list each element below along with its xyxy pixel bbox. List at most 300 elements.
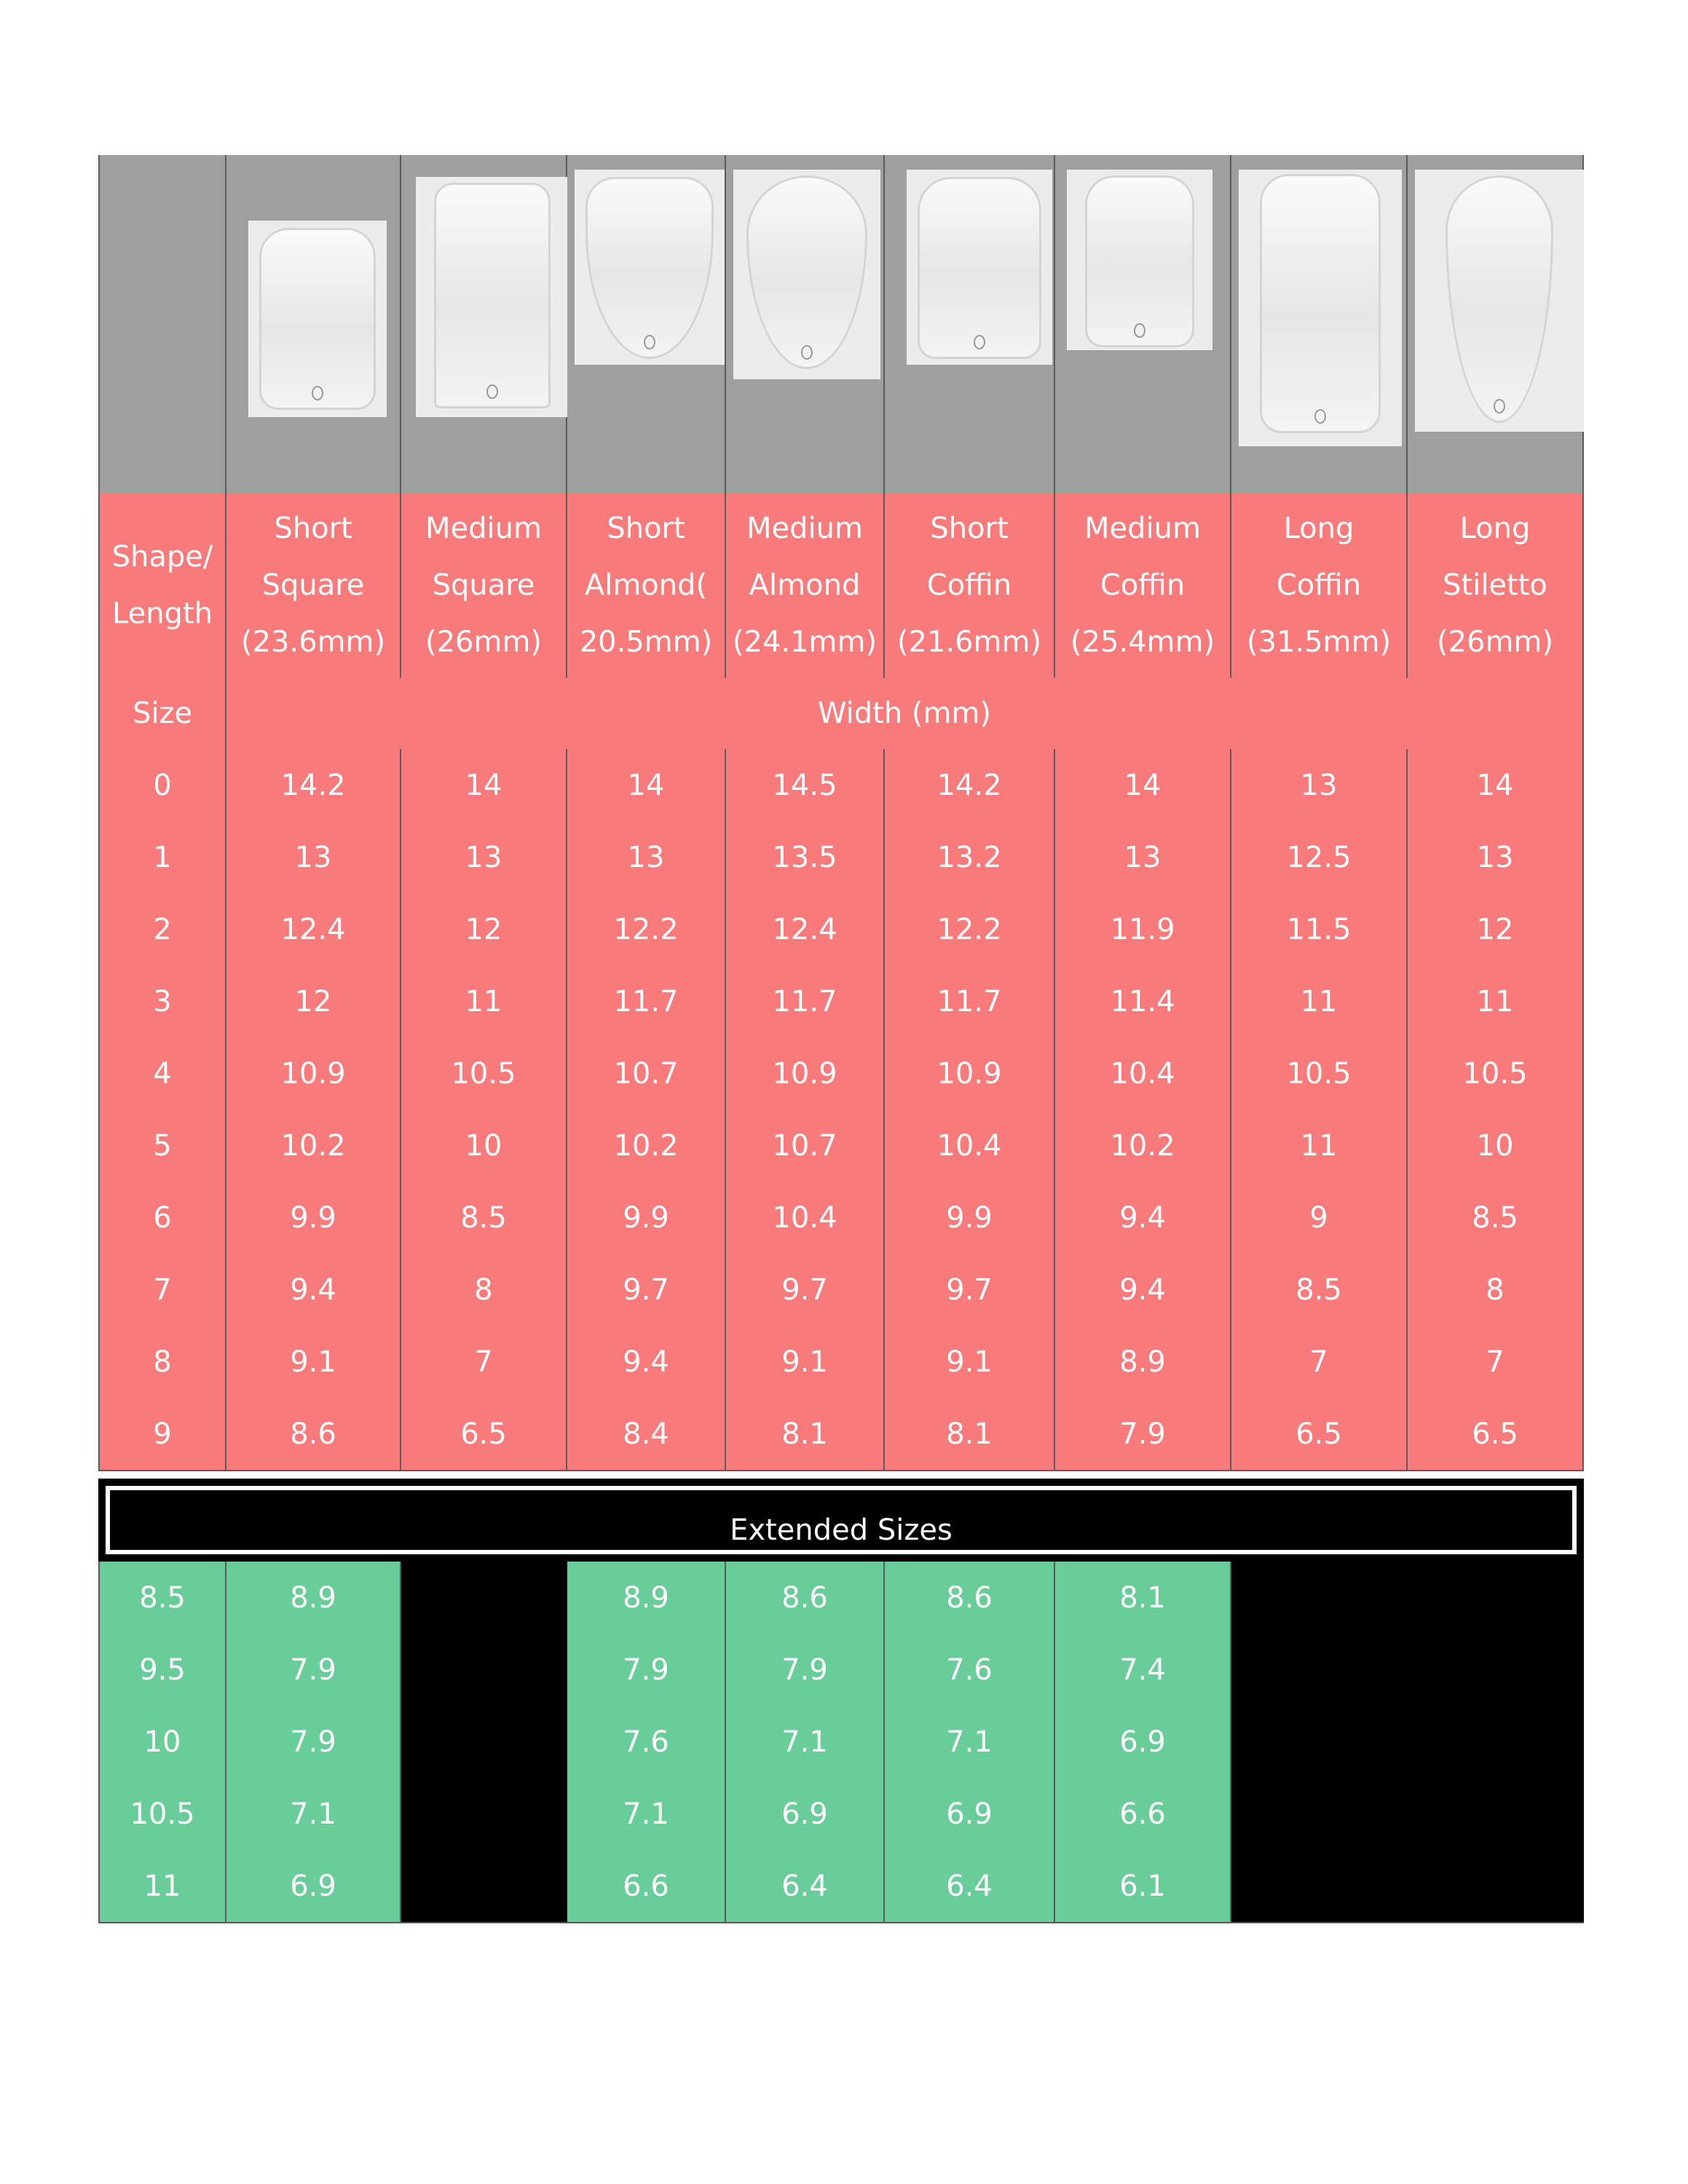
- width-value: 10.5: [451, 1056, 516, 1091]
- width-cell: [1055, 1037, 1231, 1109]
- size-value: 6: [153, 1200, 172, 1235]
- size-label: Size: [132, 697, 193, 730]
- width-value: 6.4: [781, 1869, 828, 1903]
- width-value: 7.1: [290, 1797, 336, 1831]
- shape-length-header-row: [98, 493, 1584, 679]
- width-cell: [885, 1398, 1055, 1470]
- width-cell: [726, 821, 885, 893]
- table-row: [98, 821, 1584, 895]
- width-value: 11.5: [1286, 912, 1352, 946]
- width-value: 7: [1309, 1345, 1328, 1379]
- width-cell: [226, 965, 401, 1037]
- size-value: 0: [153, 768, 172, 802]
- width-value: 8.5: [1295, 1273, 1342, 1307]
- width-value: 6.5: [460, 1417, 507, 1451]
- width-value: 8: [1486, 1273, 1504, 1307]
- shape-header-line2: Stiletto: [1443, 569, 1547, 602]
- width-value: 10.2: [613, 1128, 679, 1163]
- width-cell: [567, 1398, 726, 1470]
- width-cell: [226, 1706, 401, 1778]
- shape-header-line3: (26mm): [1436, 625, 1554, 659]
- shape-image-cell: [226, 155, 401, 493]
- size-cell: [98, 821, 226, 893]
- shape-header-cell: [226, 493, 401, 678]
- width-cell: [726, 1706, 885, 1778]
- width-cell: [726, 1778, 885, 1850]
- width-cell: [885, 1182, 1055, 1254]
- shape-header-line1: Short: [930, 512, 1009, 545]
- width-cell: [885, 1634, 1055, 1706]
- width-value: 9.9: [946, 1200, 993, 1235]
- corner-label-bottom: Length: [112, 597, 213, 630]
- size-cell: [98, 1634, 226, 1706]
- width-cell: [1408, 893, 1584, 965]
- width-value: 6.4: [946, 1869, 993, 1903]
- width-cell: [226, 1634, 401, 1706]
- size-label-cell: [98, 678, 226, 749]
- size-cell: [98, 1562, 226, 1634]
- width-value: 8.1: [1119, 1580, 1166, 1615]
- unavailable-cell: [1408, 1634, 1584, 1706]
- shape-header-line1: Long: [1459, 512, 1531, 545]
- width-cell: [401, 1109, 567, 1182]
- width-cell: [1055, 1182, 1231, 1254]
- width-label-cell: [226, 678, 1584, 749]
- extended-table-row: [98, 1634, 1584, 1707]
- shape-header-line3: (26mm): [425, 625, 543, 659]
- width-value: 9.1: [781, 1345, 828, 1379]
- shape-header-cell: [726, 493, 885, 678]
- width-value: 7: [474, 1345, 493, 1379]
- shape-image-cell: [1408, 155, 1584, 493]
- short-square-nail-icon: [259, 228, 376, 410]
- shape-header-cell: [885, 493, 1055, 678]
- width-cell: [226, 1254, 401, 1326]
- width-cell: [1408, 1182, 1584, 1254]
- width-cell: [226, 821, 401, 893]
- width-value: 11.7: [936, 984, 1002, 1018]
- width-value: 14.2: [936, 768, 1002, 802]
- width-cell: [1055, 1634, 1231, 1706]
- width-value: 13: [294, 840, 332, 874]
- width-cell: [226, 1037, 401, 1109]
- width-value: 10.4: [772, 1200, 837, 1235]
- width-cell: [885, 1850, 1055, 1922]
- width-value: 11: [1476, 984, 1514, 1018]
- width-cell: [726, 1850, 885, 1922]
- width-value: 9.7: [623, 1273, 669, 1307]
- width-cell: [401, 893, 567, 965]
- size-value: 7: [153, 1273, 172, 1307]
- width-value: 13: [1124, 840, 1162, 874]
- width-value: 10.5: [1462, 1056, 1528, 1091]
- width-cell: [726, 1037, 885, 1109]
- width-value: 10.2: [280, 1128, 346, 1163]
- width-cell: [567, 821, 726, 893]
- width-value: 8.4: [623, 1417, 669, 1451]
- width-cell: [885, 821, 1055, 893]
- short-almond-nail-icon: [585, 177, 714, 359]
- extended-sizes-banner: [98, 1479, 1584, 1562]
- long-stiletto-nail-icon: [1446, 175, 1553, 423]
- width-value: 12.5: [1286, 840, 1352, 874]
- width-value: 9.9: [290, 1200, 336, 1235]
- width-cell: [401, 1254, 567, 1326]
- width-value: 8.9: [623, 1580, 669, 1615]
- width-value: 7.6: [946, 1653, 993, 1687]
- width-cell: [1408, 1037, 1584, 1109]
- size-width-row: [98, 678, 1584, 751]
- table-row: [98, 1037, 1584, 1111]
- shape-header-line1: Short: [274, 512, 352, 545]
- width-value: 6.5: [1295, 1417, 1342, 1451]
- width-value: 10.5: [1286, 1056, 1352, 1091]
- width-cell: [726, 749, 885, 821]
- width-cell: [1408, 749, 1584, 821]
- size-cell: [98, 749, 226, 821]
- table-row: [98, 965, 1584, 1039]
- width-cell: [726, 1562, 885, 1634]
- width-cell: [885, 965, 1055, 1037]
- shape-header-line2: Coffin: [1276, 569, 1362, 602]
- width-value: 7.9: [781, 1653, 828, 1687]
- width-value: 12.2: [936, 912, 1002, 946]
- unavailable-cell: [401, 1706, 567, 1778]
- width-value: 14: [627, 768, 665, 802]
- width-cell: [226, 1850, 401, 1922]
- width-value: 8.6: [946, 1580, 993, 1615]
- width-value: 10.9: [772, 1056, 837, 1091]
- width-cell: [885, 1706, 1055, 1778]
- width-value: 6.9: [1119, 1725, 1166, 1759]
- width-value: 8.5: [460, 1200, 507, 1235]
- width-cell: [401, 1182, 567, 1254]
- width-value: 13.5: [772, 840, 837, 874]
- width-cell: [1055, 1778, 1231, 1850]
- width-value: 10: [1476, 1128, 1514, 1163]
- tip-hole-icon: [1494, 399, 1505, 414]
- width-cell: [1231, 1182, 1408, 1254]
- width-cell: [885, 1254, 1055, 1326]
- width-value: 14: [1124, 768, 1162, 802]
- blank-corner-cell: [98, 155, 226, 493]
- shape-image-cell: [1231, 155, 1408, 493]
- size-cell: [98, 1109, 226, 1182]
- width-cell: [885, 1562, 1055, 1634]
- unavailable-cell: [1408, 1778, 1584, 1850]
- width-cell: [226, 1326, 401, 1398]
- width-value: 9.1: [290, 1345, 336, 1379]
- width-cell: [1408, 1326, 1584, 1398]
- shape-header-line3: (24.1mm): [732, 625, 877, 659]
- width-value: 14.5: [772, 768, 837, 802]
- unavailable-cell: [1231, 1634, 1408, 1706]
- width-value: 13: [627, 840, 665, 874]
- size-value: 10: [143, 1725, 181, 1759]
- tip-hole-icon: [1134, 323, 1145, 338]
- medium-coffin-nail-icon: [1085, 175, 1194, 347]
- shape-header-line3: (25.4mm): [1070, 625, 1215, 659]
- width-cell: [401, 1037, 567, 1109]
- width-cell: [726, 1398, 885, 1470]
- width-cell: [1055, 965, 1231, 1037]
- width-cell: [226, 1398, 401, 1470]
- tip-hole-icon: [1314, 409, 1326, 424]
- shape-header-line3: (23.6mm): [240, 625, 386, 659]
- width-value: 7.4: [1119, 1653, 1166, 1687]
- width-value: 8.5: [1472, 1200, 1518, 1235]
- size-value: 10.5: [130, 1797, 195, 1831]
- shape-header-line2: Coffin: [926, 569, 1012, 602]
- tip-hole-icon: [486, 384, 498, 399]
- width-value: 9.4: [1119, 1200, 1166, 1235]
- shape-header-line3: (21.6mm): [896, 625, 1042, 659]
- shape-images-row: [98, 155, 1584, 494]
- table-row: [98, 749, 1584, 823]
- width-cell: [726, 893, 885, 965]
- width-value: 7.1: [946, 1725, 993, 1759]
- width-value: 12: [465, 912, 502, 946]
- shape-header-line3: 20.5mm): [579, 625, 713, 659]
- size-value: 8.5: [139, 1580, 186, 1615]
- tip-hole-icon: [312, 386, 323, 400]
- width-cell: [226, 1182, 401, 1254]
- width-cell: [1231, 821, 1408, 893]
- width-cell: [567, 1706, 726, 1778]
- width-cell: [401, 1398, 567, 1470]
- width-cell: [1055, 1562, 1231, 1634]
- unavailable-cell: [1231, 1778, 1408, 1850]
- unavailable-cell: [1408, 1706, 1584, 1778]
- extended-table-row: [98, 1850, 1584, 1923]
- size-value: 9: [153, 1417, 172, 1451]
- width-cell: [726, 1182, 885, 1254]
- width-value: 12: [1476, 912, 1514, 946]
- table-row: [98, 1254, 1584, 1327]
- width-cell: [1055, 1109, 1231, 1182]
- width-cell: [1408, 1398, 1584, 1470]
- shape-header-line1: Medium: [425, 512, 542, 545]
- size-cell: [98, 965, 226, 1037]
- size-cell: [98, 893, 226, 965]
- unavailable-cell: [1231, 1850, 1408, 1922]
- size-value: 5: [153, 1128, 172, 1163]
- width-value: 9.4: [623, 1345, 669, 1379]
- unavailable-cell: [1231, 1706, 1408, 1778]
- width-value: 8.9: [1119, 1345, 1166, 1379]
- size-cell: [98, 1182, 226, 1254]
- shape-image-cell: [567, 155, 726, 493]
- width-cell: [226, 1778, 401, 1850]
- width-cell: [1055, 749, 1231, 821]
- width-value: 6.6: [1119, 1797, 1166, 1831]
- size-cell: [98, 1706, 226, 1778]
- width-value: 9.4: [290, 1273, 336, 1307]
- width-cell: [567, 1850, 726, 1922]
- shape-header-line2: Square: [261, 569, 365, 602]
- shape-image-cell: [726, 155, 885, 493]
- short-coffin-nail-icon: [918, 177, 1041, 359]
- width-cell: [726, 1254, 885, 1326]
- width-value: 11.7: [772, 984, 837, 1018]
- nail-photo: [416, 177, 569, 417]
- shape-header-line2: Square: [432, 569, 535, 602]
- width-value: 9.7: [946, 1273, 993, 1307]
- shape-header-line1: Medium: [746, 512, 863, 545]
- width-value: 12.2: [613, 912, 679, 946]
- tip-hole-icon: [644, 335, 655, 349]
- width-value: 9.9: [623, 1200, 669, 1235]
- width-value: 6.9: [290, 1869, 336, 1903]
- width-cell: [567, 1109, 726, 1182]
- width-cell: [567, 1254, 726, 1326]
- width-cell: [726, 1326, 885, 1398]
- shape-header-cell: [1055, 493, 1231, 678]
- width-cell: [1055, 821, 1231, 893]
- width-value: 13.2: [936, 840, 1002, 874]
- shape-header-cell: [1408, 493, 1584, 678]
- unavailable-cell: [1408, 1850, 1584, 1922]
- width-cell: [1231, 1254, 1408, 1326]
- size-cell: [98, 1850, 226, 1922]
- size-value: 11: [143, 1869, 181, 1903]
- width-value: 8.6: [781, 1580, 828, 1615]
- shape-header-cell: [401, 493, 567, 678]
- width-cell: [1055, 1706, 1231, 1778]
- width-cell: [567, 965, 726, 1037]
- width-value: 6.5: [1472, 1417, 1518, 1451]
- width-cell: [226, 1562, 401, 1634]
- width-cell: [567, 1326, 726, 1398]
- extended-table-row: [98, 1562, 1584, 1635]
- size-cell: [98, 1398, 226, 1470]
- medium-square-nail-icon: [434, 183, 551, 408]
- size-cell: [98, 1254, 226, 1326]
- width-value: 12: [294, 984, 332, 1018]
- shape-header-cell: [1231, 493, 1408, 678]
- width-value: 12.4: [280, 912, 346, 946]
- nail-photo: [1239, 170, 1402, 446]
- width-value: 9.4: [1119, 1273, 1166, 1307]
- width-value: 10: [465, 1128, 502, 1163]
- width-value: 12.4: [772, 912, 837, 946]
- size-value: 1: [153, 840, 172, 874]
- width-value: 7.1: [781, 1725, 828, 1759]
- size-value: 4: [153, 1056, 172, 1091]
- width-cell: [567, 1182, 726, 1254]
- width-value: 13: [1300, 768, 1338, 802]
- width-value: 8.9: [290, 1580, 336, 1615]
- width-cell: [1408, 965, 1584, 1037]
- width-cell: [567, 1037, 726, 1109]
- size-cell: [98, 1037, 226, 1109]
- shape-header-line1: Short: [607, 512, 685, 545]
- nail-photo: [575, 170, 725, 365]
- width-cell: [1408, 1254, 1584, 1326]
- width-value: 11.9: [1110, 912, 1175, 946]
- width-cell: [726, 1109, 885, 1182]
- shape-header-line3: (31.5mm): [1246, 625, 1392, 659]
- width-value: 10.4: [936, 1128, 1002, 1163]
- nail-photo: [1067, 170, 1212, 350]
- width-value: 10.2: [1110, 1128, 1175, 1163]
- width-cell: [1231, 749, 1408, 821]
- size-value: 3: [153, 984, 172, 1018]
- width-value: 7.9: [290, 1653, 336, 1687]
- table-row: [98, 1109, 1584, 1183]
- width-value: 11.7: [613, 984, 679, 1018]
- unavailable-cell: [401, 1850, 567, 1922]
- width-cell: [885, 1326, 1055, 1398]
- width-cell: [1231, 893, 1408, 965]
- long-coffin-nail-icon: [1260, 174, 1381, 433]
- width-cell: [1231, 1109, 1408, 1182]
- width-value: 7.9: [1119, 1417, 1166, 1451]
- extended-table-row: [98, 1778, 1584, 1851]
- width-cell: [567, 1562, 726, 1634]
- extended-sizes-label: Extended Sizes: [730, 1514, 953, 1547]
- width-value: 6.9: [781, 1797, 828, 1831]
- table-row: [98, 893, 1584, 967]
- table-row: [98, 1326, 1584, 1399]
- width-value: 11: [1300, 984, 1338, 1018]
- width-cell: [726, 1634, 885, 1706]
- tip-hole-icon: [974, 335, 985, 349]
- shape-image-cell: [885, 155, 1055, 493]
- width-value: 6.1: [1119, 1869, 1166, 1903]
- size-value: 2: [153, 912, 172, 946]
- width-cell: [1231, 1326, 1408, 1398]
- nail-size-chart: [98, 155, 1584, 1920]
- shape-image-cell: [1055, 155, 1231, 493]
- width-value: 7: [1486, 1345, 1504, 1379]
- nail-photo: [907, 170, 1052, 365]
- unavailable-cell: [401, 1562, 567, 1634]
- width-value: 9: [1309, 1200, 1328, 1235]
- width-value: 7.9: [290, 1725, 336, 1759]
- nail-photo: [248, 221, 387, 417]
- width-cell: [401, 1326, 567, 1398]
- shape-header-line1: Long: [1283, 512, 1354, 545]
- width-value: 13: [1476, 840, 1514, 874]
- width-label: Width (mm): [817, 697, 992, 730]
- width-cell: [885, 893, 1055, 965]
- width-value: 8.1: [781, 1417, 828, 1451]
- width-value: 14: [1476, 768, 1514, 802]
- width-value: 10.7: [772, 1128, 837, 1163]
- width-value: 10.4: [1110, 1056, 1175, 1091]
- width-cell: [226, 1109, 401, 1182]
- width-cell: [885, 1037, 1055, 1109]
- width-cell: [1231, 1037, 1408, 1109]
- tip-hole-icon: [801, 345, 813, 360]
- shape-header-cell: [567, 493, 726, 678]
- width-value: 7.9: [623, 1653, 669, 1687]
- width-value: 6.6: [623, 1869, 669, 1903]
- width-value: 10.7: [613, 1056, 679, 1091]
- size-cell: [98, 1326, 226, 1398]
- table-row: [98, 1182, 1584, 1255]
- width-cell: [401, 821, 567, 893]
- width-cell: [1231, 1398, 1408, 1470]
- medium-almond-nail-icon: [746, 175, 867, 369]
- width-value: 6.9: [946, 1797, 993, 1831]
- width-cell: [1055, 893, 1231, 965]
- width-value: 13: [465, 840, 502, 874]
- width-cell: [567, 1634, 726, 1706]
- width-cell: [567, 893, 726, 965]
- width-value: 8: [474, 1273, 493, 1307]
